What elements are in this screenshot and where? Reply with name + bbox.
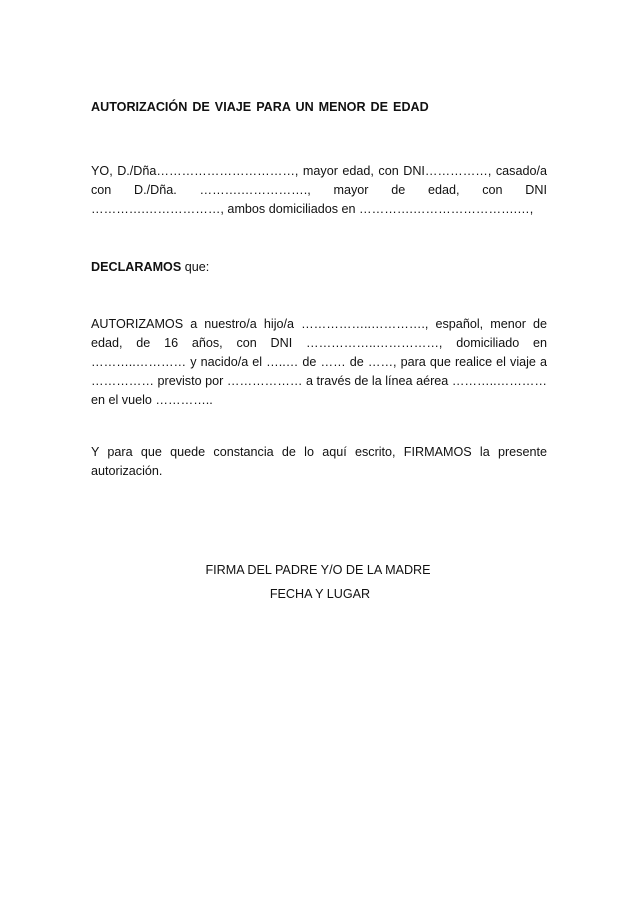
document-title: AUTORIZACIÓN DE VIAJE PARA UN MENOR DE EDAD (91, 100, 429, 114)
parents-identification-paragraph: YO, D./Dña……………………………, mayor edad, con DNI……………, casado/a con D./Dña. ……….……………., mayor de edad, con DNI ………….………………, ambos domiciliados en ………….…………………….…, (91, 164, 547, 216)
declaramos-keyword: DECLARAMOS (91, 260, 182, 274)
declaramos-rest: que: (181, 260, 210, 274)
signature-line: FIRMA DEL PADRE Y/O DE LA MADRE (205, 563, 431, 577)
declaration-paragraph (91, 258, 547, 277)
date-place-line: FECHA Y LUGAR (269, 587, 371, 601)
authorization-paragraph: AUTORIZAMOS a nuestro/a hijo/a ……………..…………., español, menor de edad, de 16 años, con DNI ……………..……………, domiciliado en ………..………… y nacido/a el …..… de …… de ……, para que realice el viaje a …………… previsto por ……………… a través de la línea aérea ………..………… en el vuelo ………….. (91, 317, 547, 407)
closing-paragraph: Y para que quede constancia de lo aquí escrito, FIRMAMOS la presente autorización. (91, 445, 547, 478)
